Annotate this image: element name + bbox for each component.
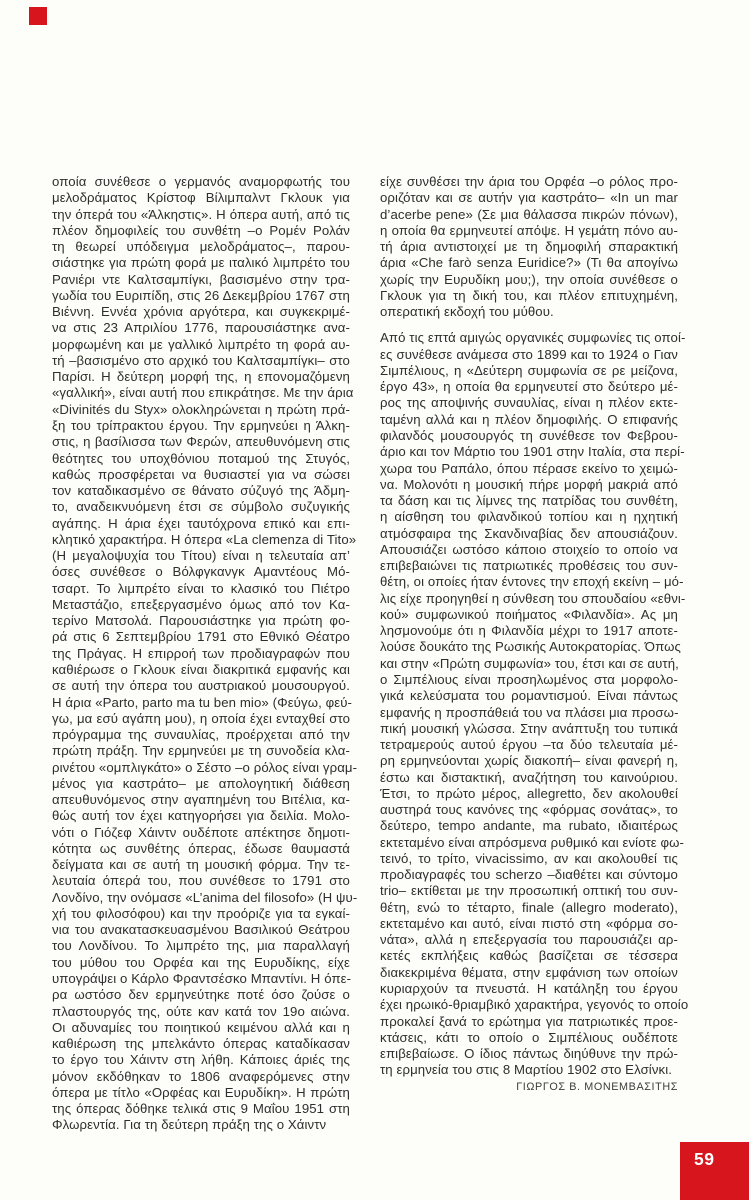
text-line: λευταία όπερά του, που συνέθεσε το 1791 στο bbox=[52, 873, 350, 889]
text-line: ρα ωστόσο δεν ερμηνεύτηκε ποτέ όσο ζούσε ο bbox=[52, 987, 350, 1003]
text-line: καθιέρωσε ο Γκλουκ είναι διακριτικά εμφανής και bbox=[52, 661, 350, 677]
text-line: ρά στις 6 Σεπτεμβρίου 1791 στο Εθνικό Θέατρο bbox=[52, 629, 350, 645]
text-line: άριο και τον Μάρτιο του 1901 στην Ιταλία, στα περί- bbox=[380, 444, 685, 460]
paragraph bbox=[52, 174, 358, 1134]
text-line: της Πράγας. Η επιρροή των προδιαγραφών που bbox=[52, 645, 350, 661]
text-line: λούσε δουκάτο της Ρωσικής Αυτοκρατορίας. Όπως bbox=[380, 639, 681, 655]
text-line: εκτεταμένο και αυτό, είναι πιστό στη «φόρμα σο- bbox=[380, 915, 678, 931]
text-line: Παρίσι. Η δεύτερη μορφή της, η επονομαζόμενη bbox=[52, 369, 350, 385]
text-line: φιλανδός μουσουργός τη συνέθεσε τον Φεβρου- bbox=[380, 427, 678, 443]
text-line: όπερα με τίτλο «Ορφέας και Ευρυδίκη». Η πρώτη bbox=[52, 1084, 350, 1100]
text-line: ξη του τρίπρακτου έργου. Την ερμηνεύει η Άλκη- bbox=[52, 417, 350, 433]
text-line: τον καταδικασμένο σε θάνατο σύζυγό της Άδμη- bbox=[52, 483, 350, 499]
text-line: έστω και διστακτική, αναζήτηση του καινούριου. bbox=[380, 769, 678, 785]
text-line: πρόγραμμα της συναυλίας, προέρχεται από την bbox=[52, 727, 350, 743]
text-line: d’acerbe pene» (Σε μια θάλασσα πικρών πόνων), bbox=[380, 206, 678, 222]
text-line: μένος για καστράτο– με απολογητική διάθεση bbox=[52, 775, 350, 791]
text-line: νια του ανακατασκευασμένου Βασιλικού Θεάτρου bbox=[52, 922, 350, 938]
text-line: είχε συνθέσει την άρια του Ορφέα –ο ρόλος προ- bbox=[380, 174, 678, 189]
text-line: το έργο του Χάιντν στη λήθη. Κάποιες άριές της bbox=[52, 1052, 350, 1068]
text-line: χωρίς την Ευρυδίκη μου;), την οποία συνέθεσε ο bbox=[380, 271, 678, 287]
text-column-right bbox=[380, 174, 689, 1079]
text-line: τερίνο Ματσολά. Παρουσιάστηκε για πρώτη φο- bbox=[52, 613, 350, 629]
text-line: προδιαγραφές του scherzo –διαθέτει και σύντομο bbox=[380, 867, 678, 883]
text-line: μελοδράματος Κρίστοφ Βίλιμπαλντ Γκλουκ για bbox=[52, 190, 350, 206]
text-line: Γκλουκ για τη δική του, και πλέον επιτυχημένη, bbox=[380, 287, 678, 303]
text-line: Βιέννη. Εννέα χρόνια αργότερα, και συγκεκριμέ- bbox=[52, 304, 350, 320]
text-line: χή του φιλοσόφου) και την προόριζε για τα εγκαί- bbox=[52, 905, 350, 921]
text-line: αυστηρά τους κανόνες της «φόρμας σονάτας», το bbox=[380, 802, 678, 818]
text-line: του μύθου του Ορφέα και της Ευρυδίκης, είχε bbox=[52, 954, 350, 970]
text-line: πλέον δημοφιλείς του συνθέτη –ο Ρομέν Ρολάν bbox=[52, 222, 350, 238]
text-line: Η άρια «Parto, parto ma tu ben mio» (Φεύγω, φεύ- bbox=[52, 694, 353, 710]
text-line: λησμονούμε ότι η Φιλανδία μέχρι το 1917 αποτε- bbox=[380, 623, 678, 639]
text-line: Ρανιέρι ντε Καλτσαμπίγκι, βασισμένο στην τρα- bbox=[52, 271, 350, 287]
text-line: καθώς προσφέρεται να θυσιαστεί για να σώσει bbox=[52, 466, 350, 482]
text-line: ρος της αποψινής συναυλίας, είναι η πλέον εκτε- bbox=[380, 395, 678, 411]
text-line: ατμόσφαιρα της Σκανδιναβίας δεν απουσιάζουν. bbox=[380, 525, 678, 541]
text-line: τη θεωρεί υπόδειγμα μελοδράματος–, παρου- bbox=[52, 239, 350, 255]
paragraph bbox=[380, 174, 678, 320]
text-line: η οποία θα ερμηνευτεί απόψε. Η γεμάτη πόνο αυ- bbox=[380, 222, 678, 238]
text-line: όσες συνέθεσε ο Βόλφγκανγκ Αμαντέους Μό- bbox=[52, 564, 350, 580]
text-line: νότι ο Γιόζεφ Χάιντν ουδέποτε απέκτησε δημοτι- bbox=[52, 824, 350, 840]
text-line: πική μουσική γλώσσα. Στην ανάπτυξη του τυπικά bbox=[380, 720, 678, 736]
text-line: μόνον εκδόθηκαν το 1806 αναφερόμενες στην bbox=[52, 1068, 350, 1084]
text-line: (Η μεγαλοψυχία του Τίτου) είναι η τελευταία απ’ bbox=[52, 548, 350, 564]
text-line: οποία συνέθεσε ο γερμανός αναμορφωτής του bbox=[52, 174, 350, 189]
text-line: «γαλλική», είναι αυτή που επικράτησε. Με την άρια bbox=[52, 385, 354, 401]
text-line: γω, μα εσύ αγάπη μου), η οποία έχει ενταχθεί στο bbox=[52, 710, 350, 726]
text-line: κετές εκπλήξεις καθώς βασίζεται σε τέσσερα bbox=[380, 948, 678, 964]
text-line: και στην «Πρώτη συμφωνία» του, έτσι και σε αυτή, bbox=[380, 655, 679, 671]
text-line: τα δάση και τις λίμνες της πατρίδας του συνθέτη, bbox=[380, 493, 678, 509]
text-line: στις, η βασίλισσα των Φερών, απευθυνόμενη στις bbox=[52, 434, 350, 450]
text-line: υπογράψει ο Κάρλο Φραντσέσκο Μπαντίνι. Η όπε- bbox=[52, 971, 352, 987]
text-line: οπερατική εκδοχή του μύθου. bbox=[380, 304, 554, 320]
text-line: να. Μολονότι η μουσική πήρε μορφή μακριά από bbox=[380, 476, 678, 492]
text-line: Λονδίνο, την ονόμασε «L’anima del filosofo» (Η ψυ- bbox=[52, 889, 358, 905]
text-line: έχει ηρωικό-θριαμβικό χαρακτήρα, γεγονός το οποίο bbox=[380, 997, 689, 1013]
text-line: λις είχε προηγηθεί η σύνθεση του σπουδαίου «εθνι- bbox=[380, 590, 686, 606]
text-line: θεότητες του υποχθόνιου ποταμού της Στυγός, bbox=[52, 450, 350, 466]
text-line: τή –βασισμένο στο αρχικό του Καλτσαμπίγκι– στο bbox=[52, 352, 350, 368]
text-line: τσαρτ. Το λιμπρέτο είναι το κλασικό του Πιέτρο bbox=[52, 580, 350, 596]
text-line: δείγματα και σε αυτή τη μουσική φόρμα. Την τε- bbox=[52, 857, 350, 873]
text-line: ρη ερμηνεύονται χωρίς διακοπή– είναι φανερή η, bbox=[380, 753, 678, 769]
text-line: δεύτερο, tempo andante, ma rubato, ιδιαιτέρως bbox=[380, 818, 678, 834]
text-line: θέτη, οι οποίες ήταν έντονες την εποχή εκείνη – μό- bbox=[380, 574, 684, 590]
text-line: ρινέτου «ομπλιγκάτο» ο Σέστο –ο ρόλος είναι γραμ- bbox=[52, 759, 358, 775]
text-line: επιβεβαιώνει τις πατριωτικές προθέσεις του συν- bbox=[380, 558, 678, 574]
text-line: κτάσεις, κάτι το οποίο ο Σιμπέλιους ουδέποτε bbox=[380, 1029, 678, 1045]
text-line: απευθυνόμενος στην αγαπημένη του Βιτέλια, κα- bbox=[52, 792, 350, 808]
text-line: κυριαρχούν τα πνευστά. Η κατάληξη του έργου bbox=[380, 981, 678, 997]
text-line: νάτα», αλλά η επεξεργασία του παρουσιάζει αρ- bbox=[380, 932, 678, 948]
text-line: έργο 43», η οποία θα ερμηνευτεί στο δεύτερο μέ- bbox=[380, 379, 678, 395]
text-line: Από τις επτά αμιγώς οργανικές συμφωνίες τις οποί- bbox=[380, 330, 686, 346]
text-line: θώς αυτή τον έχει κατηγορήσει για δειλία. Μολο- bbox=[52, 808, 350, 824]
text-line: την όπερά του «Άλκηστις». Η όπερα αυτή, από τις bbox=[52, 206, 350, 222]
author-byline: ΓΙΩΡΓΟΣ Β. ΜΟΝΕΜΒΑΣΙΤΗΣ bbox=[516, 1081, 678, 1093]
text-line: να στις 23 Απριλίου 1776, παρουσιάστηκε ανα- bbox=[52, 320, 350, 336]
corner-accent-square bbox=[29, 7, 47, 25]
text-line: θέτη, ενώ το τέταρτο, finale (allegro moderato), bbox=[380, 899, 678, 915]
paragraph bbox=[380, 330, 689, 1078]
page-number-badge bbox=[680, 1142, 749, 1200]
text-line: γωδία του Ευριπίδη, στις 26 Δεκεμβρίου 1767 στη bbox=[52, 287, 350, 303]
text-line: ταμένη αλλά και η πλέον δημοφιλής. Ο επιφανής bbox=[380, 411, 678, 427]
text-line: η αίσθηση του φιλανδικού τοπίου και η ηχητική bbox=[380, 509, 678, 525]
text-line: σε αυτή την όπερα του αυστριακού μουσουργού. bbox=[52, 678, 350, 694]
text-line: αγάπης. Η άρια έχει ταυτόχρονα επικό και επι- bbox=[52, 515, 350, 531]
text-line: πρώτη πράξη. Την ερμηνεύει με τη συνοδεία κλα- bbox=[52, 743, 350, 759]
text-line: ο Σιμπέλιους είναι προσηλωμένος στα μορφολο- bbox=[380, 671, 678, 687]
text-line: Οι αδυναμίες του ποιητικού κειμένου αλλά και η bbox=[52, 1019, 350, 1035]
text-line: τη ερμηνεία του στις 8 Μαρτίου 1902 στο Ελσίνκι. bbox=[380, 1062, 673, 1078]
text-line: κότητα ως συνθέτης όπερας, έδωσε θαυμαστά bbox=[52, 840, 350, 856]
text-line: πλαστουργός της, ούτε καν κατά τον 19ο αιώνα. bbox=[52, 1003, 350, 1019]
text-line: γικά κελεύσματα του ρομαντισμού. Είναι πάντως bbox=[380, 688, 678, 704]
text-line: χωρα του Ραπάλο, όπου πέρασε εκείνο το χειμώ- bbox=[380, 460, 678, 476]
text-line: Μεταστάζιο, επεξεργασμένο όμως από τον Κα- bbox=[52, 596, 350, 612]
text-line: trio– εκτίθεται με την προσωπική οπτική του συν- bbox=[380, 883, 678, 899]
text-column-left bbox=[52, 174, 358, 1134]
text-line: της όπερας δόθηκε τελικά στις 9 Μαΐου 1951 στη bbox=[52, 1101, 350, 1117]
text-line: Φλωρεντία. Για τη δεύτερη πράξη της ο Χάιντν bbox=[52, 1117, 327, 1133]
text-line: οριζόταν και σε αυτήν για καστράτο– «In un mar bbox=[380, 190, 678, 206]
text-line: τετραμερούς αυτού έργου –τα δύο τελευταία μέ- bbox=[380, 737, 678, 753]
text-line: εμφανής η προσπάθειά του να πλάσει μια προσω- bbox=[380, 704, 679, 720]
text-line: Απουσιάζει ωστόσο κάποιο στοιχείο το οποίο να bbox=[380, 541, 678, 557]
text-line: μορφωμένη και με γαλλικό λιμπρέτο τη φορά αυ- bbox=[52, 336, 350, 352]
text-line: επιβεβαίωσε. Ο ίδιος πάντως διηύθυνε την πρώ- bbox=[380, 1046, 678, 1062]
text-line: προκαλεί ξανά το ερώτημα για πατριωτικές προε- bbox=[380, 1013, 678, 1029]
text-line: σιάστηκε για πρώτη φορά με ιταλικό λιμπρέτο του bbox=[52, 255, 350, 271]
text-line: κλητικό χαρακτήρα. Η όπερα «La clemenza di Tito» bbox=[52, 531, 357, 547]
text-line: Σιμπέλιους, η «Δεύτερη συμφωνία σε ρε μείζονα, bbox=[380, 362, 678, 378]
text-line: κού» συμφωνικού ποιήματος «Φιλανδία». Ας μη bbox=[380, 606, 678, 622]
page-number: 59 bbox=[694, 1149, 715, 1169]
text-line: τή άρια αντιστοιχεί με τη δημοφιλή σπαρακτική bbox=[380, 239, 678, 255]
text-line: εκτεταμένο είναι απρόσμενα ρυθμικό και ενίοτε φω- bbox=[380, 834, 685, 850]
text-line: διακεκριμένα θέματα, στην εμφάνιση των οποίων bbox=[380, 964, 678, 980]
text-line: Έτσι, το πρώτο μέρος, allegretto, δεν ακολουθεί bbox=[380, 785, 678, 801]
text-line: «Divinités du Styx» ολοκληρώνεται η πρώτη πρά- bbox=[52, 401, 350, 417]
text-line: του Λονδίνου. Το λιμπρέτο της, μια παραλλαγή bbox=[52, 938, 350, 954]
text-line: άρια «Che farò senza Euridice?» (Τι θα απογίνω bbox=[380, 255, 678, 271]
text-line: ες συνέθεσε ανάμεσα στο 1899 και το 1924 ο Γιαν bbox=[380, 346, 678, 362]
text-line: καθιέρωση της μπελκάντο όπερας καταδίκασαν bbox=[52, 1036, 350, 1052]
text-line: το, αναδεικνυόμενη έτσι σε σύμβολο συζυγικής bbox=[52, 499, 350, 515]
text-line: τεινό, το τρίτο, vivacissimo, αν και ακολουθεί τις bbox=[380, 850, 678, 866]
